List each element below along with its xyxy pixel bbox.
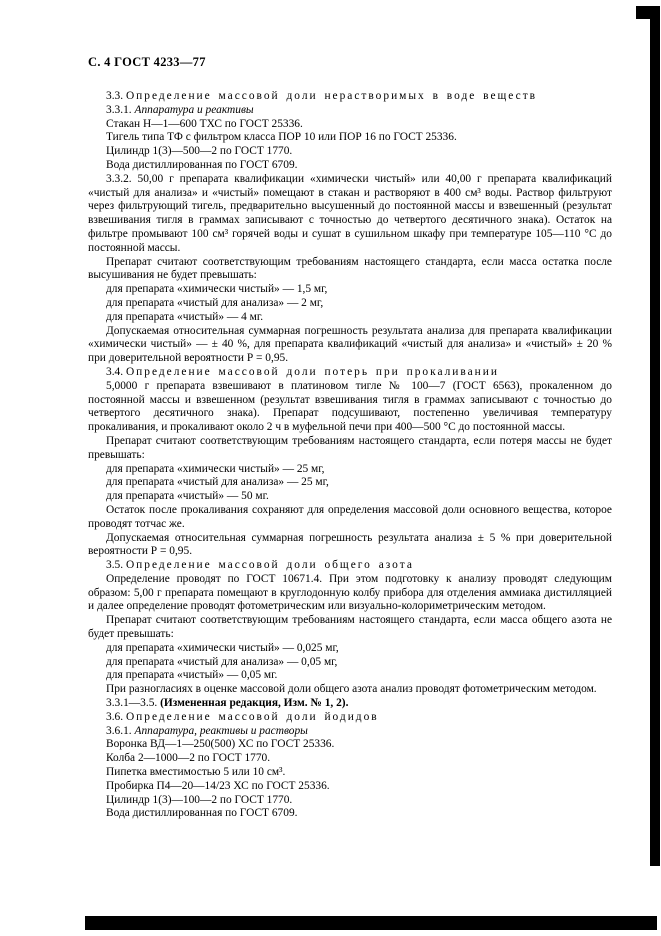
paragraph: для препарата «чистый» — 4 мг. xyxy=(106,310,264,323)
paragraph: Цилиндр 1(3)—500—2 по ГОСТ 1770. xyxy=(106,145,293,158)
section-heading xyxy=(88,90,612,104)
paragraph: Препарат считают соответствующим требованиям настоящего стандарта, если масса общего азота не будет превышать: xyxy=(88,614,612,641)
section-number: 3.4. xyxy=(106,365,126,378)
paragraph: Препарат считают соответствующим требованиям настоящего стандарта, если потеря массы не будет превышать: xyxy=(88,434,612,461)
paragraph: Пипетка вместимостью 5 или 10 см³. xyxy=(106,766,286,779)
section-heading xyxy=(88,559,612,573)
paragraph: для препарата «химически чистый» — 0,025 мг, xyxy=(106,641,339,654)
paragraph: Стакан Н—1—600 ТХС по ГОСТ 25336. xyxy=(106,117,303,130)
paragraph: для препарата «химически чистый» — 25 мг, xyxy=(106,462,325,475)
section-number: 3.6. xyxy=(106,710,126,723)
revision-text: (Измененная редакция, Изм. № 1, 2). xyxy=(160,697,349,710)
paragraph: для препарата «чистый для анализа» — 2 мг, xyxy=(106,296,324,309)
document-body xyxy=(88,90,612,821)
section-title: Определение массовой доли потерь при прокаливании xyxy=(125,365,499,378)
paragraph: для препарата «чистый» — 50 мг. xyxy=(106,490,269,503)
paragraph: Определение проводят по ГОСТ 10671.4. При этом подготовку к анализу проводят следующим образом: 5,00 г препарата помещают в круглодонную колбу прибора для отделения аммиака дистилляцией и далее определение проводят фотометрическим или визуально-колориметрическим методом. xyxy=(88,572,612,613)
paragraph: для препарата «чистый» — 0,05 мг. xyxy=(106,669,278,682)
page-header: С. 4 ГОСТ 4233—77 xyxy=(88,55,206,69)
section-title: Определение массовой доли нерастворимых в воде веществ xyxy=(125,90,538,102)
paragraph: для препарата «чистый для анализа» — 0,05 мг, xyxy=(106,655,338,668)
subsection-heading xyxy=(88,725,612,739)
section-heading xyxy=(88,366,612,380)
section-title: Определение массовой доли общего азота xyxy=(125,559,414,572)
paragraph: Воронка ВД—1—250(500) ХС по ГОСТ 25336. xyxy=(106,738,335,751)
paragraph: Вода дистиллированная по ГОСТ 6709. xyxy=(106,807,298,820)
subsection-number: 3.3.1. xyxy=(106,103,135,116)
paragraph: При разногласиях в оценке массовой доли общего азота анализ проводят фотометрическим методом. xyxy=(106,683,597,696)
scan-edge-bottom xyxy=(85,916,657,930)
paragraph: 5,0000 г препарата взвешивают в платиновом тигле № 100—7 (ГОСТ 6563), прокаленном до постоянной массы и взвешенном (результат взвешивания тигля в граммах записывают с точностью до четвертого десятичного знака). Препарат подсушивают, постепенно увеличивая температуру прокаливания, и прокаливают около 2 ч в муфельной печи при 400—500 °С до постоянной массы. xyxy=(88,379,612,434)
paragraph: для препарата «химически чистый» — 1,5 мг, xyxy=(106,283,328,296)
section-title: Определение массовой доли йодидов xyxy=(125,710,379,723)
paragraph: Тигель типа ТФ с фильтром класса ПОР 10 или ПОР 16 по ГОСТ 25336. xyxy=(106,131,457,144)
paragraph: Допускаемая относительная суммарная погрешность результата анализа ± 5 % при доверительной вероятности Р = 0,95. xyxy=(88,531,612,558)
paragraph: Колба 2—1000—2 по ГОСТ 1770. xyxy=(106,752,271,765)
section-number: 3.5. xyxy=(106,559,126,572)
paragraph: Остаток после прокаливания сохраняют для определения массовой доли основного вещества, которое проводят тотчас же. xyxy=(88,503,612,530)
scan-edge-right xyxy=(650,6,660,866)
paragraph: Пробирка П4—20—14/23 ХС по ГОСТ 25336. xyxy=(106,779,330,792)
subsection-heading xyxy=(88,104,612,118)
revision-sections: 3.3.1—3.5. xyxy=(106,697,161,710)
paragraph: Вода дистиллированная по ГОСТ 6709. xyxy=(106,158,298,171)
paragraph: Допускаемая относительная суммарная погрешность результата анализа для препарата квалификации «химически чистый» — ± 40 %, для препарата квалификаций «чистый для анализа» и «чистый» ± 20 % при доверительной вероятности Р = 0,95. xyxy=(88,324,612,365)
paragraph: 3.3.2. 50,00 г препарата квалификации «химически чистый» или 40,00 г препарата квалификаций «чистый для анализа» и «чистый» помещают в стакан и растворяют в 400 см³ воды. Раствор фильтруют через фильтрующий тигель, предварительно высушенный до постоянной массы и взвешенный (результат взвешивания тигля в граммах записывают с точностью до четвертого десятичного знака). Остаток на фильтре промывают 100 см³ горячей воды и сушат в сушильном шкафу при температуре 105—110 °С до постоянной массы. xyxy=(88,172,612,254)
paragraph: Цилиндр 1(3)—100—2 по ГОСТ 1770. xyxy=(106,793,293,806)
revision-note xyxy=(88,697,612,711)
paragraph: для препарата «чистый для анализа» — 25 мг, xyxy=(106,476,329,489)
section-number: 3.3. xyxy=(106,90,126,102)
paragraph: Препарат считают соответствующим требованиям настоящего стандарта, если масса остатка после высушивания не будет превышать: xyxy=(88,255,612,282)
subsection-number: 3.6.1. xyxy=(106,724,135,737)
subsection-title: Аппаратура и реактивы xyxy=(134,103,254,116)
section-heading xyxy=(88,711,612,725)
subsection-title: Аппаратура, реактивы и растворы xyxy=(134,724,308,737)
